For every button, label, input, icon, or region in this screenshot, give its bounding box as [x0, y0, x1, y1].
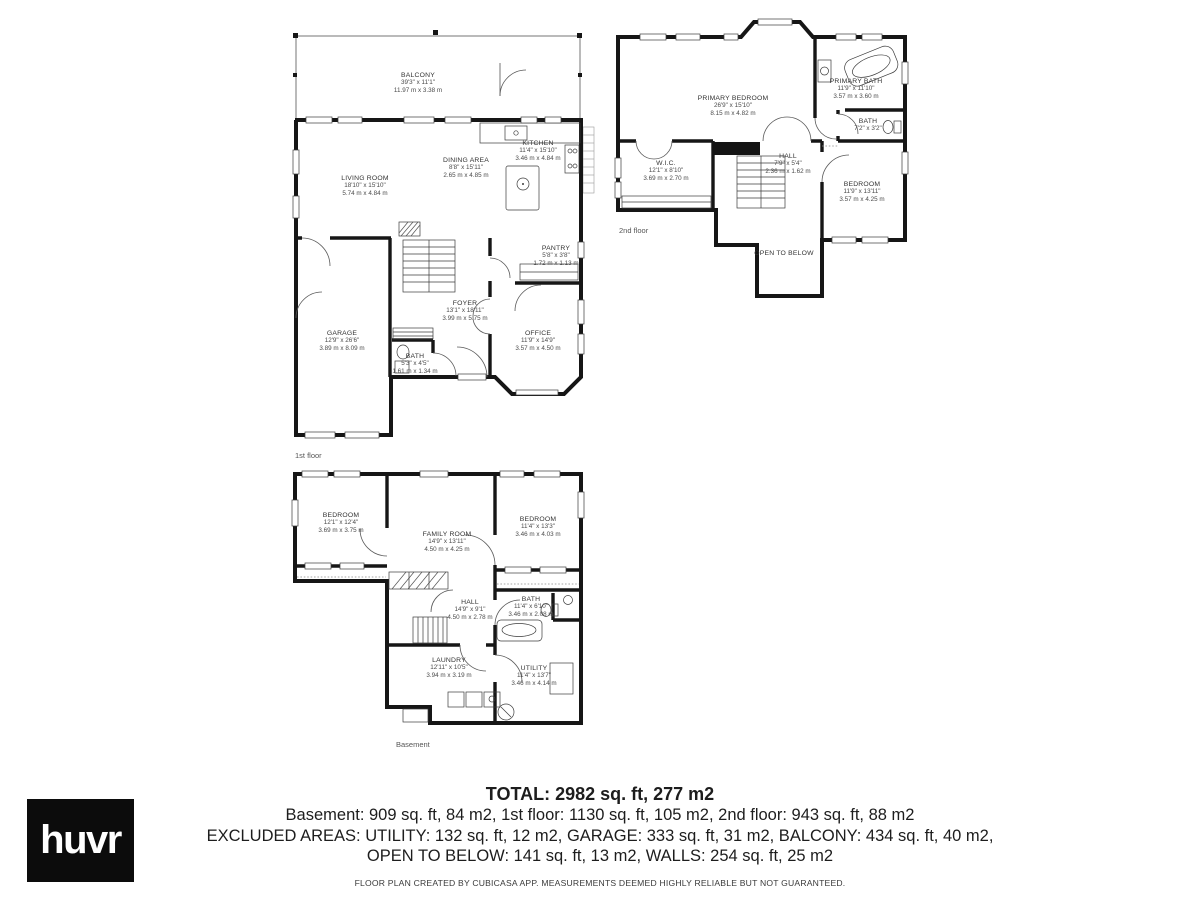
floor-areas: Basement: 909 sq. ft, 84 m2, 1st floor: 1130 sq. ft, 105 m2, 2nd floor: 943 sq. ft, 88 m2 — [285, 806, 915, 824]
room-label-primary-bedroom: PRIMARY BEDROOM 26'9" x 15'10" 8.15 m x 4.82 m — [697, 95, 769, 117]
room-label-garage: GARAGE 12'9" x 26'6" 3.89 m x 8.09 m — [319, 330, 365, 352]
floor-caption-1st: 1st floor — [295, 451, 322, 460]
room-label-bath-bsmt: BATH 11'4" x 6'10" 3.46 m x 2.08 m — [508, 596, 554, 618]
room-label-wic: W.I.C. 12'1" x 8'10" 3.69 m x 2.70 m — [643, 160, 689, 182]
room-label-office: OFFICE 11'9" x 14'9" 3.57 m x 4.50 m — [515, 330, 561, 352]
room-label-kitchen: KITCHEN 11'4" x 15'10" 3.46 m x 4.84 m — [515, 140, 561, 162]
room-label-primary-bath: PRIMARY BATH 11'9" x 11'10" 3.57 m x 3.60 m — [829, 78, 883, 100]
room-label-foyer: FOYER 13'1" x 18'11" 3.99 m x 5.75 m — [442, 300, 488, 322]
room-label-dining-area: DINING AREA 8'8" x 15'11" 2.65 m x 4.85 m — [442, 157, 490, 179]
area-summary — [0, 784, 1200, 888]
excluded-areas-2: OPEN TO BELOW: 141 sq. ft, 13 m2, WALLS: 254 sq. ft, 25 m2 — [366, 847, 834, 865]
room-label-bedroom-2nd: BEDROOM 11'9" x 13'11" 3.57 m x 4.25 m — [839, 181, 885, 203]
room-label-bedroom-bsmt-right: BEDROOM 11'4" x 13'3" 3.46 m x 4.03 m — [515, 516, 561, 538]
room-label-family-room: FAMILY ROOM 14'9" x 13'11" 4.50 m x 4.25 m — [422, 531, 472, 553]
room-label-living-room: LIVING ROOM 18'10" x 15'10" 5.74 m x 4.84 m — [341, 175, 389, 197]
room-label-utility: UTILITY 11'4" x 13'7" 3.46 m x 4.14 m — [511, 665, 557, 687]
room-label-hall-2nd: HALL 7'9" x 5'4" 2.36 m x 1.62 m — [765, 153, 811, 175]
huvr-logo-text: huvr — [40, 818, 121, 862]
excluded-areas-1: EXCLUDED AREAS: UTILITY: 132 sq. ft, 12 m2, GARAGE: 333 sq. ft, 31 m2, BALCONY: 434 sq. ft, 40 m2, — [206, 826, 994, 845]
room-label-hall-bsmt: HALL 14'9" x 9'1" 4.50 m x 2.78 m — [447, 599, 493, 621]
total-area: TOTAL: 2982 sq. ft, 277 m2 — [485, 784, 715, 804]
room-label-bath-2nd: BATH 7'2" x 3'2" — [854, 118, 882, 133]
room-label-bedroom-bsmt-left: BEDROOM 12'1" x 12'4" 3.69 m x 3.75 m — [318, 512, 364, 534]
chimney — [713, 142, 760, 155]
disclaimer-text: FLOOR PLAN CREATED BY CUBICASA APP. MEASUREMENTS DEEMED HIGHLY RELIABLE BUT NOT GUARANTEED. — [354, 877, 846, 888]
room-label-pantry: PANTRY 5'8" x 3'8" 1.72 m x 1.13 m — [533, 245, 579, 267]
room-label-bath-1st: BATH 5'3" x 4'5" 1.61 m x 1.34 m — [392, 353, 438, 375]
huvr-logo — [27, 799, 134, 882]
room-label-laundry: LAUNDRY 12'11" x 10'5" 3.94 m x 3.19 m — [426, 657, 472, 679]
floor-caption-basement: Basement — [396, 740, 430, 749]
floor-caption-2nd: 2nd floor — [619, 226, 649, 235]
room-label-balcony: BALCONY 39'3" x 11'1" 11.97 m x 3.38 m — [393, 72, 443, 94]
room-label-open-to-below: OPEN TO BELOW — [754, 250, 814, 257]
